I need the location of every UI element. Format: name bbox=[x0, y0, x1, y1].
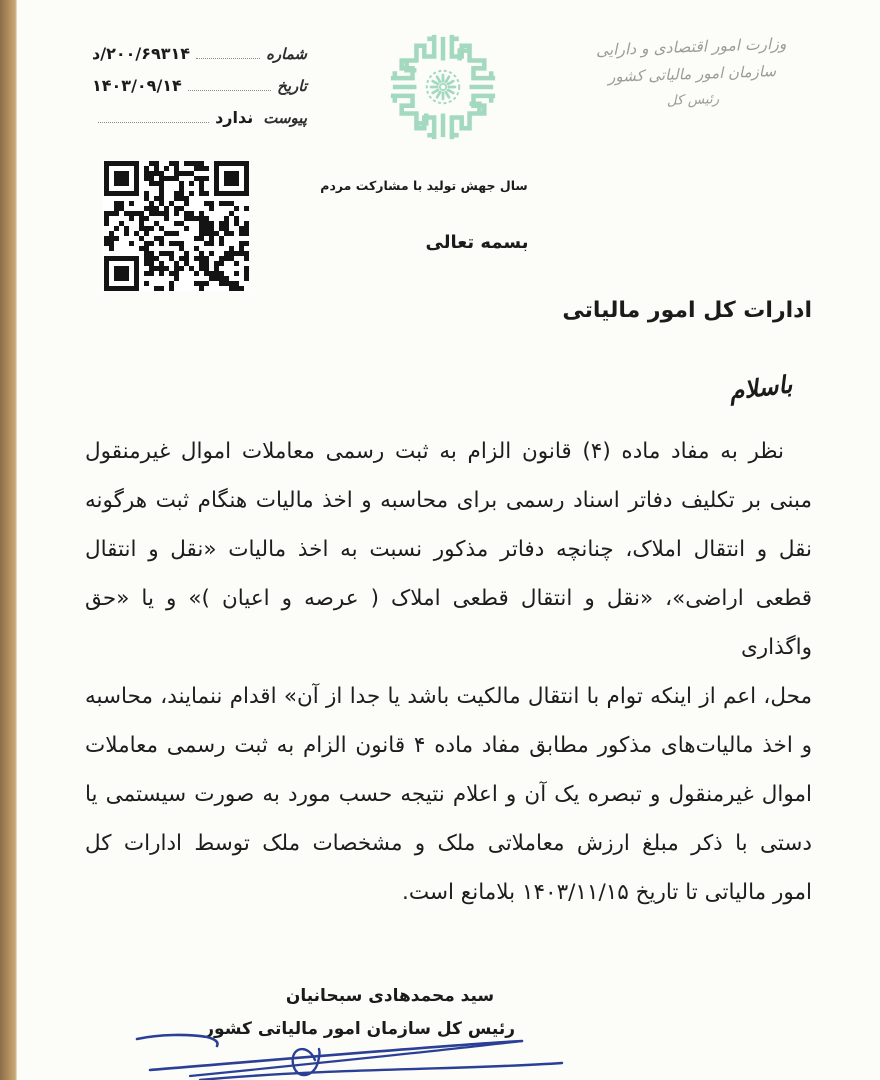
body-line: قطعی اراضی»، «نقل و انتقال قطعی املاک ( عرصه و اعیان )» و یا «حق واگذاری bbox=[85, 586, 812, 660]
letter-number-label: شماره bbox=[266, 45, 307, 63]
letter-date-row bbox=[92, 76, 307, 95]
recipient-heading: ادارات کل امور مالیاتی bbox=[562, 298, 812, 323]
letter-number-row bbox=[92, 44, 307, 63]
letter-body bbox=[85, 427, 812, 917]
year-slogan: سال جهش تولید با مشارکت مردم bbox=[320, 178, 528, 193]
letterhead-calligraphy bbox=[551, 33, 833, 113]
body-line: اموال غیرمنقول و تبصره یک آن و اعلام نتیجه حسب مورد به صورت سیستمی یا bbox=[85, 782, 812, 807]
letter-attachment-row bbox=[92, 108, 307, 127]
signer-name: سید محمدهادی سبحانیان bbox=[285, 986, 495, 1006]
body-line: و اخذ مالیات‌های مذکور مطابق مفاد ماده ۴ قانون الزام به ثبت رسمی معاملات bbox=[85, 733, 812, 758]
tax-organization-emblem-icon bbox=[384, 30, 502, 144]
dotted-rule bbox=[98, 121, 209, 123]
organization-name: سازمان امور مالیاتی کشور bbox=[607, 62, 777, 86]
dotted-rule bbox=[196, 57, 260, 59]
office-name: رئیس کل bbox=[666, 91, 720, 109]
salutation-handwriting: باسلام bbox=[727, 370, 794, 406]
body-line: نقل و انتقال املاک، چنانچه دفاتر مذکور نسبت به اخذ مالیات «نقل و انتقال bbox=[85, 537, 812, 562]
body-line: محل، اعم از اینکه توام با انتقال مالکیت باشد یا جدا از آن» اقدام ننمایند، محاسبه bbox=[85, 684, 812, 709]
dotted-rule bbox=[188, 89, 271, 91]
body-line: دستی با ذکر مبلغ ارزش معاملاتی ملک و مشخصات ملک توسط ادارات کل bbox=[85, 831, 812, 856]
scan-edge-strip bbox=[0, 0, 17, 1080]
letter-attachment-label: پیوست bbox=[263, 109, 307, 127]
signature-scribble-icon bbox=[130, 1030, 570, 1080]
ministry-name: وزارت امور اقتصادی و دارایی bbox=[595, 34, 787, 60]
letter-date-value: ۱۴۰۳/۰۹/۱۴ bbox=[92, 76, 182, 95]
letter-attachment-value: ندارد bbox=[215, 108, 254, 127]
body-line: نظر به مفاد ماده (۴) قانون الزام به ثبت رسمی معاملات اموال غیرمنقول bbox=[85, 439, 784, 464]
letter-meta bbox=[92, 44, 307, 140]
body-line: مبنی بر تکلیف دفاتر اسناد رسمی برای محاسبه و اخذ مالیات هنگام ثبت هرگونه bbox=[85, 488, 812, 513]
qr-code-canvas bbox=[103, 160, 249, 291]
qr-code bbox=[103, 160, 249, 291]
body-line: امور مالیاتی تا تاریخ ۱۴۰۳/۱۱/۱۵ بلامانع است. bbox=[402, 880, 812, 905]
basmala: بسمه تعالی bbox=[425, 232, 529, 253]
signer-title: رئیس کل سازمان امور مالیاتی کشور bbox=[204, 1019, 515, 1039]
letter-number-value: ۲۰۰/۶۹۳۱۴/د bbox=[92, 44, 191, 63]
letter-date-label: تاریخ bbox=[277, 77, 307, 95]
